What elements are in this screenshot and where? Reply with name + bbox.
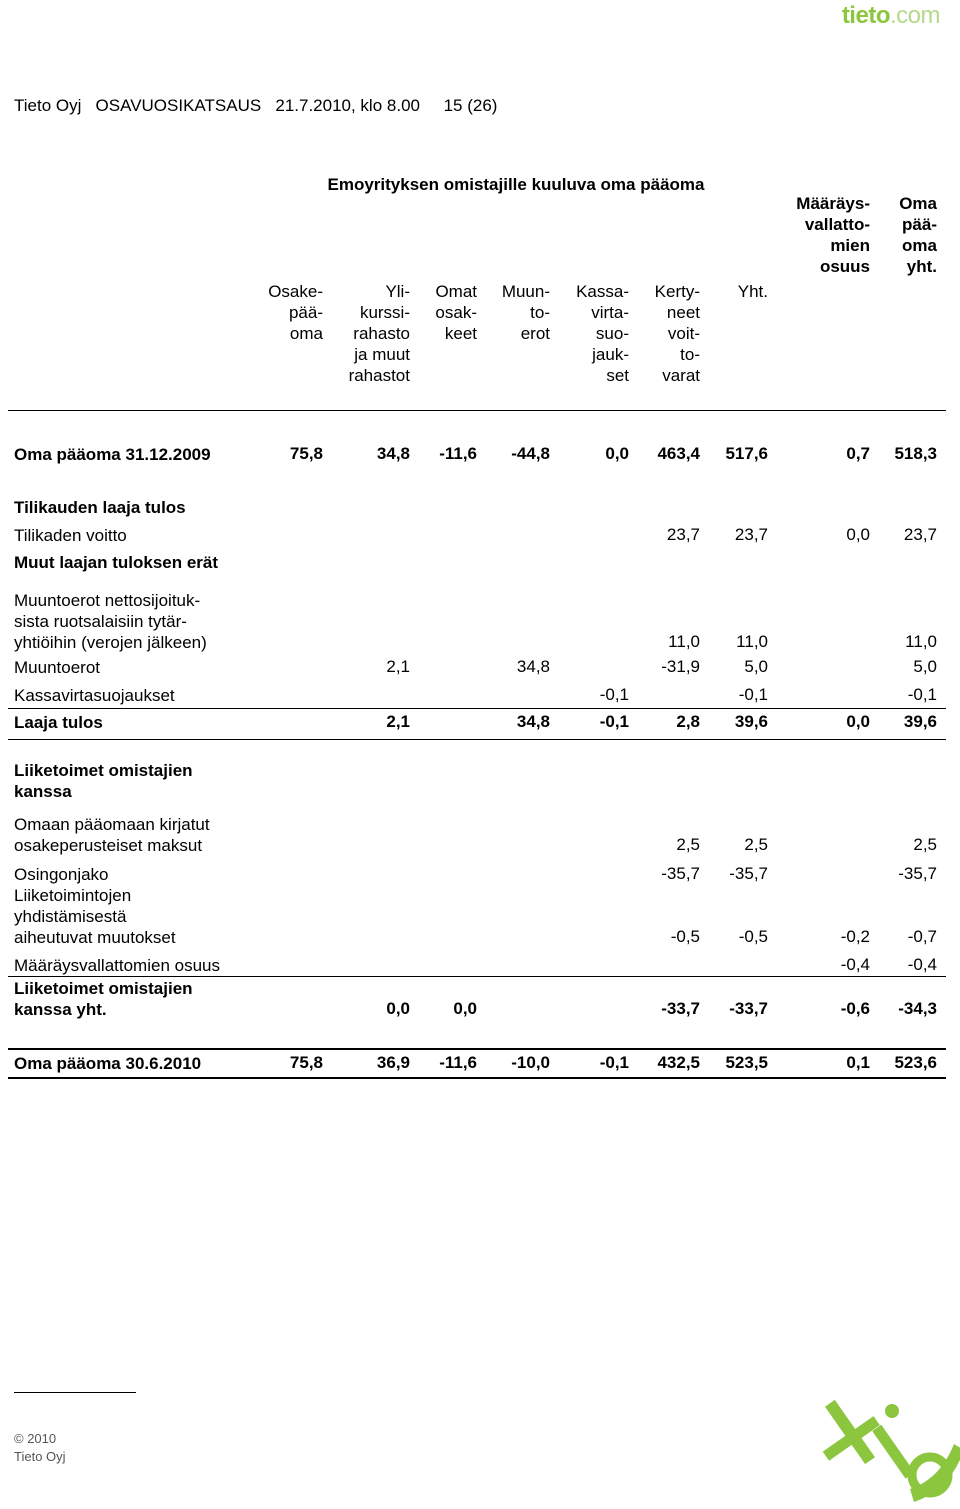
cell-non-controlling: 0,1 (846, 1053, 870, 1072)
cell-equity-total: 523,6 (894, 1053, 937, 1072)
cell-own-shares: -11,6 (439, 1053, 477, 1072)
cell-retained-earnings: 432,5 (657, 1053, 700, 1072)
row-label: Tilikauden laaja tulos (14, 498, 186, 517)
cell-total: 5,0 (744, 657, 768, 676)
cell-retained-earnings: 463,4 (657, 444, 700, 463)
cell-translation: -44,8 (511, 444, 550, 463)
col-header-premium-fund: Yli- kurssi- rahasto ja muut rahastot (348, 282, 410, 385)
cell-equity-total: 518,3 (894, 444, 937, 463)
copyright: © 2010 Tieto Oyj (14, 1431, 66, 1464)
col-header-cash-flow-hedges: Kassa- virta- suo- jauk- set (576, 282, 629, 385)
row-label: Omaan pääomaan kirjatut osakeperusteiset maksut (14, 815, 210, 855)
cell-cash-flow-hedges: 0,0 (605, 444, 629, 463)
cell-total: 517,6 (725, 444, 768, 463)
cell-total: -0,1 (738, 685, 768, 704)
col-header-total: Yht. (737, 282, 768, 301)
cell-equity-total: -0,1 (907, 685, 937, 704)
cell-non-controlling: -0,4 (840, 955, 870, 974)
row-label: Oma pääoma 31.12.2009 (14, 445, 211, 464)
cell-retained-earnings: 2,8 (676, 712, 700, 731)
cell-total: 23,7 (734, 525, 768, 544)
comprehensive-income-bottom-rule (8, 739, 946, 740)
cell-total: 39,6 (734, 712, 768, 731)
closing-balance-bottom-rule (8, 1077, 946, 1079)
document-header: Tieto Oyj OSAVUOSIKATSAUS 21.7.2010, klo 8.00 15 (26) (14, 96, 498, 115)
closing-balance-top-rule (8, 1048, 946, 1050)
cell-premium-fund: 2,1 (386, 657, 410, 676)
cell-equity-total: 23,7 (903, 525, 937, 544)
cell-total: 11,0 (736, 632, 768, 651)
row-label: Muuntoerot nettosijoituk- sista ruotsalaisiin tytär- yhtiöihin (verojen jälkeen) (14, 591, 207, 652)
cell-premium-fund: 34,8 (376, 444, 410, 463)
cell-premium-fund: 36,9 (376, 1053, 410, 1072)
cell-cash-flow-hedges: -0,1 (599, 1053, 629, 1072)
cell-non-controlling: 0,7 (846, 444, 870, 463)
cell-equity-total: 5,0 (913, 657, 937, 676)
comprehensive-income-top-rule (8, 708, 946, 709)
row-label: Liiketoimet omistajien kanssa (14, 761, 193, 801)
cell-retained-earnings: 2,5 (676, 835, 700, 854)
group-header: Emoyrityksen omistajille kuuluva oma pääoma (327, 175, 705, 194)
tieto-logo-mark (800, 1379, 960, 1509)
col-header-equity-total: Oma pää- oma yht. (899, 194, 937, 276)
cell-total: 523,5 (725, 1053, 768, 1072)
cell-cash-flow-hedges: -0,1 (599, 685, 629, 704)
row-label: Kassavirtasuojaukset (14, 686, 175, 705)
row-label: Muuntoerot (14, 658, 100, 677)
row-label: Määräysvallattomien osuus (14, 956, 220, 975)
row-label: Laaja tulos (14, 713, 103, 732)
cell-retained-earnings: -35,7 (661, 864, 700, 883)
cell-equity-total: -35,7 (898, 864, 937, 883)
cell-total: -0,5 (738, 927, 768, 946)
cell-own-shares: -11,6 (439, 444, 477, 463)
cell-retained-earnings: 11,0 (668, 632, 700, 651)
cell-premium-fund: 0,0 (386, 999, 410, 1018)
row-label: Liiketoimet omistajien kanssa yht. (14, 979, 193, 1019)
cell-total: 2,5 (744, 835, 768, 854)
row-label: Oma pääoma 30.6.2010 (14, 1054, 202, 1073)
cell-total: -35,7 (729, 864, 768, 883)
cell-non-controlling: -0,6 (840, 999, 870, 1018)
row-label: Osingonjako (14, 865, 109, 884)
cell-equity-total: -0,7 (907, 927, 937, 946)
row-label: Tilikaden voitto (14, 526, 127, 545)
col-header-own-shares: Omat osak- keet (435, 282, 477, 343)
cell-equity-total: 11,0 (905, 632, 937, 651)
cell-translation: 34,8 (516, 657, 550, 676)
cell-non-controlling: -0,2 (840, 927, 870, 946)
row-label: Muut laajan tuloksen erät (14, 553, 219, 572)
owner-transactions-top-rule (8, 976, 946, 977)
cell-equity-total: -34,3 (898, 999, 937, 1018)
brand-logo[interactable] (842, 2, 940, 30)
cell-equity-total: 2,5 (913, 835, 937, 854)
brand-tld: .com (889, 2, 940, 29)
footnote-rule (14, 1392, 136, 1393)
cell-equity-total: -0,4 (907, 955, 937, 974)
cell-premium-fund: 2,1 (386, 712, 410, 731)
col-header-translation: Muun- to- erot (501, 282, 550, 343)
cell-translation: 34,8 (516, 712, 550, 731)
cell-total: -33,7 (729, 999, 768, 1018)
cell-own-shares: 0,0 (453, 999, 477, 1018)
cell-share-capital: 75,8 (289, 444, 323, 463)
cell-translation: -10,0 (511, 1053, 550, 1072)
col-header-share-capital: Osake- pää- oma (268, 282, 323, 343)
cell-retained-earnings: 23,7 (666, 525, 700, 544)
col-header-retained-earnings: Kerty- neet voit- to- varat (654, 282, 700, 385)
cell-non-controlling: 0,0 (846, 712, 870, 731)
header-rule (8, 410, 946, 411)
row-label: Liiketoimintojen yhdistämisestä aiheutuvat muutokset (14, 886, 176, 947)
col-header-non-controlling: Määräys- vallatto- mien osuus (796, 194, 870, 276)
cell-non-controlling: 0,0 (846, 525, 870, 544)
cell-retained-earnings: -0,5 (670, 927, 700, 946)
cell-retained-earnings: -33,7 (661, 999, 700, 1018)
cell-cash-flow-hedges: -0,1 (599, 712, 629, 731)
cell-equity-total: 39,6 (903, 712, 937, 731)
cell-retained-earnings: -31,9 (661, 657, 700, 676)
brand-name: tieto (841, 2, 890, 29)
cell-share-capital: 75,8 (289, 1053, 323, 1072)
